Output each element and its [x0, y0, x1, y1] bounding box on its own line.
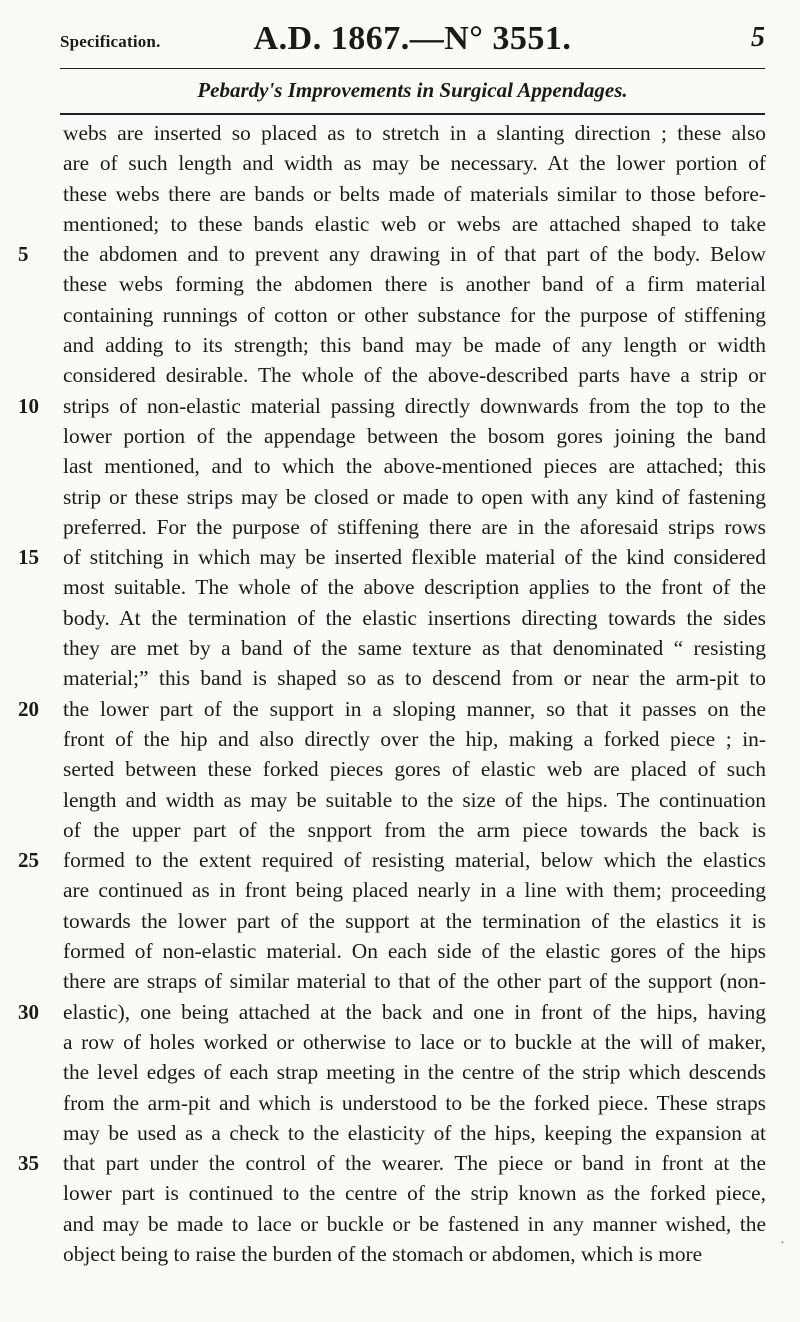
text-line	[0, 1239, 800, 1269]
line-text: a row of holes worked or otherwise to lace or to buckle at the will of maker,	[63, 1029, 766, 1054]
line-text: mentioned; to these bands elastic web or webs are attached shaped to take	[63, 211, 766, 236]
line-text: front of the hip and also directly over the hip, making a forked piece ; in-	[63, 726, 766, 751]
line-text: that part under the control of the wearer. The piece or band in front at the	[63, 1151, 766, 1176]
line-text: material;” this band is shaped so as to descend from or near the arm-pit to	[63, 666, 766, 691]
text-line	[0, 663, 800, 693]
line-text: are continued as in front being placed nearly in a line with them; proceeding	[63, 878, 766, 903]
text-line	[0, 906, 800, 936]
text-line	[0, 785, 800, 815]
text-line	[0, 1178, 800, 1208]
line-number: 35	[18, 1151, 39, 1176]
line-text: last mentioned, and to which the above-mentioned pieces are attached; this	[63, 454, 766, 479]
line-text: of stitching in which may be inserted flexible material of the kind considered	[63, 545, 766, 570]
text-line	[0, 1027, 800, 1057]
text-line	[0, 694, 800, 724]
line-text: there are straps of similar material to that of the other part of the support (non-	[63, 969, 766, 994]
line-number: 25	[18, 848, 39, 873]
text-line	[0, 845, 800, 875]
text-line	[0, 179, 800, 209]
line-text: preferred. For the purpose of stiffening there are in the aforesaid strips rows	[63, 514, 766, 539]
line-text: lower portion of the appendage between the bosom gores joining the band	[63, 423, 766, 448]
text-line	[0, 1088, 800, 1118]
line-text: most suitable. The whole of the above description applies to the front of the	[63, 575, 766, 600]
specification-label: Specification.	[60, 32, 161, 51]
text-line	[0, 724, 800, 754]
header-rule	[60, 68, 765, 69]
text-line	[0, 330, 800, 360]
text-line	[0, 391, 800, 421]
text-line	[0, 815, 800, 845]
text-line	[0, 754, 800, 784]
line-text: the lower part of the support in a sloping manner, so that it passes on the	[63, 696, 766, 721]
line-text: these webs there are bands or belts made of materials similar to those before-	[63, 181, 766, 206]
text-line	[0, 1118, 800, 1148]
line-text: the level edges of each strap meeting in the centre of the strip which descends	[63, 1060, 766, 1085]
line-text: webs are inserted so placed as to stretch in a slanting direction ; these also	[63, 121, 766, 145]
line-text: these webs forming the abdomen there is another band of a firm material	[63, 272, 766, 297]
line-text: strip or these strips may be closed or made to open with any kind of fastening	[63, 484, 766, 509]
subtitle-rule	[60, 113, 765, 115]
line-text: formed to the extent required of resisting material, below which the elastics	[63, 848, 766, 873]
text-line	[0, 1148, 800, 1178]
text-line	[0, 966, 800, 996]
text-line	[0, 875, 800, 905]
line-text: of the upper part of the snpport from the arm piece towards the back is	[63, 817, 766, 842]
line-text: body. At the termination of the elastic insertions directing towards the sides	[63, 605, 766, 630]
text-line	[0, 300, 800, 330]
text-line	[0, 603, 800, 633]
text-line	[0, 269, 800, 299]
text-line	[0, 360, 800, 390]
line-text: from the arm-pit and which is understood to be the forked piece. These straps	[63, 1090, 766, 1115]
line-text: formed of non-elastic material. On each side of the elastic gores of the hips	[63, 939, 766, 964]
text-line	[0, 512, 800, 542]
text-line	[0, 542, 800, 572]
line-number: 15	[18, 545, 39, 570]
line-number: 30	[18, 999, 39, 1024]
text-line	[0, 997, 800, 1027]
page-subtitle: Pebardy's Improvements in Surgical Appendages.	[197, 78, 628, 102]
line-text: the abdomen and to prevent any drawing in of that part of the body. Below	[63, 242, 766, 267]
ink-mark: ⋅	[780, 1236, 785, 1251]
text-line	[0, 451, 800, 481]
text-line	[0, 482, 800, 512]
line-text: elastic), one being attached at the back and one in front of the hips, having	[63, 999, 766, 1024]
line-text: considered desirable. The whole of the above-described parts have a strip or	[63, 363, 766, 388]
line-text: lower part is continued to the centre of the strip known as the forked piece,	[63, 1181, 766, 1206]
line-text: towards the lower part of the support at the termination of the elastics it is	[63, 908, 766, 933]
text-line	[0, 148, 800, 178]
body-text	[0, 118, 800, 1269]
line-text: serted between these forked pieces gores of elastic web are placed of such	[63, 757, 766, 782]
text-line	[0, 239, 800, 269]
line-text: may be used as a check to the elasticity of the hips, keeping the expansion at	[63, 1120, 766, 1145]
text-line	[0, 118, 800, 148]
line-number: 20	[18, 696, 39, 721]
text-line	[0, 1209, 800, 1239]
text-line	[0, 936, 800, 966]
line-text: and adding to its strength; this band may be made of any length or width	[63, 333, 766, 358]
line-text: length and width as may be suitable to the size of the hips. The continuation	[63, 787, 766, 812]
line-text: they are met by a band of the same texture as that denominated “ resisting	[63, 636, 766, 661]
page-number: 5	[751, 22, 765, 53]
text-line	[0, 421, 800, 451]
line-text: containing runnings of cotton or other substance for the purpose of stiffening	[63, 302, 766, 327]
text-line	[0, 633, 800, 663]
page-header	[60, 20, 765, 64]
line-number: 5	[18, 242, 29, 267]
line-text: and may be made to lace or buckle or be fastened in any manner wished, the	[63, 1211, 766, 1236]
text-line	[0, 209, 800, 239]
patent-number: A.D. 1867.—N° 3551.	[253, 20, 572, 57]
text-line	[0, 1057, 800, 1087]
line-text: are of such length and width as may be necessary. At the lower portion of	[63, 151, 766, 176]
line-text: strips of non-elastic material passing directly downwards from the top to the	[63, 393, 766, 418]
line-number: 10	[18, 393, 39, 418]
text-line	[0, 572, 800, 602]
line-text: object being to raise the burden of the stomach or abdomen, which is more	[63, 1241, 703, 1266]
